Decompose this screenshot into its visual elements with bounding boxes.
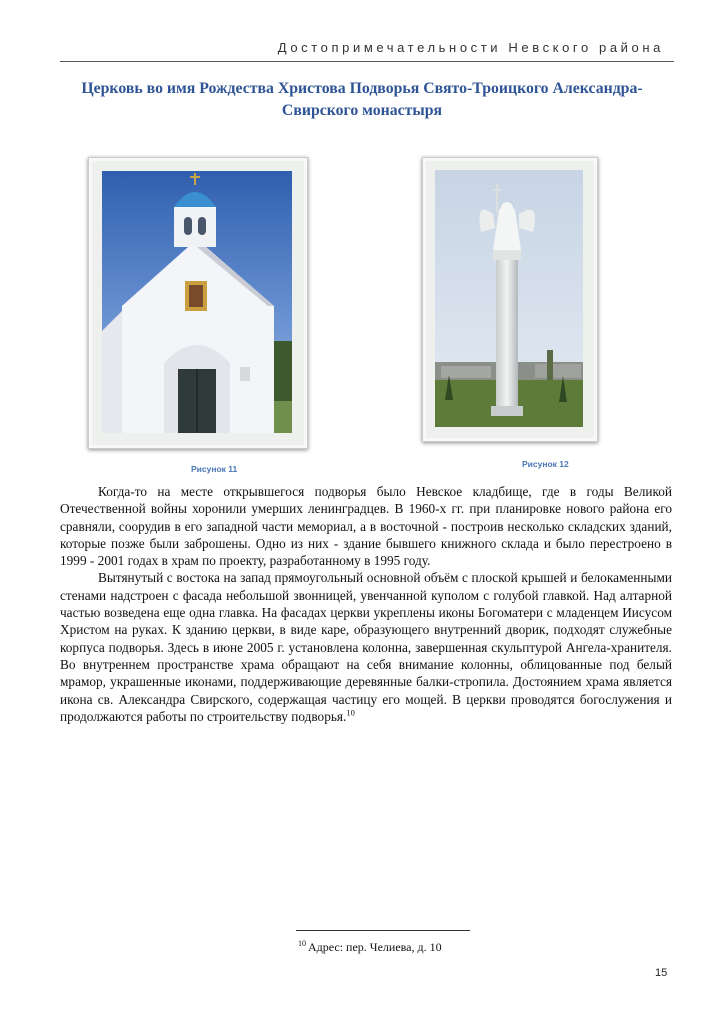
page-title: Церковь во имя Рождества Христова Подворья Свято-Троицкого Александра-Свирского монастыря	[81, 80, 643, 119]
body-text	[60, 483, 672, 725]
figure-caption-12: Рисунок 12	[522, 459, 569, 469]
figure-church-photo	[88, 157, 308, 449]
page-number: 15	[655, 967, 668, 979]
paragraph-1: Когда-то на месте открывшегося подворья было Невское кладбище, где в годы Великой Отечественной войны хоронили умерших ленинградцев. В 1960-х гг. при планировке нового района его сравняли, соорудив в его западной части мемориал, а в восточной - построив несколько складских зданий, которые позже были заброшены. Одно из них - здание бывшего книжного склада и было перестроено в 1999 - 2001 годах в храм по проекту, разработанному в 1995 году.	[60, 484, 672, 569]
paragraph-2	[60, 569, 672, 725]
church-photo	[102, 171, 292, 433]
footnote-text: Адрес: пер. Челиева, д. 10	[308, 940, 442, 954]
paragraph-2-text: Вытянутый с востока на запад прямоугольный основной объём с плоской крышей и белокаменными стенами надстроен с фасада небольшой звонницей, увенчанной куполом с голубой главкой. Над алтарной частью возведена еще одна главка. На фасадах церкви укреплены иконы Богоматери с младенцем Иисусом Христом на руках. К зданию церкви, в виде каре, образующего внутренний дворик, подходят служебные корпуса подворья. Здесь в июне 2005 г. установлена колонна, завершенная скульптурой Ангела-хранителя. Во внутреннем пространстве храма обращают на себя внимание колонны, облицованные под белый мрамор, украшенные иконами, поддерживающие деревянные балки-стропила. Достоянием храма является икона св. Александра Свирского, содержащая частицу его мощей. В церкви проводятся богослужения и продолжаются работы по строительству подворья.	[60, 570, 672, 724]
footnote-rule	[296, 930, 470, 931]
footnote-marker: 10	[298, 939, 306, 948]
figure-caption-11: Рисунок 11	[191, 464, 238, 474]
running-header: Достопримечательности Невского района	[277, 40, 664, 55]
figure-angel-column-photo	[422, 157, 598, 442]
footnote	[298, 940, 442, 955]
footnote-reference[interactable]: 10	[346, 707, 355, 718]
header-rule	[60, 61, 674, 62]
angel-column-photo	[435, 170, 583, 427]
